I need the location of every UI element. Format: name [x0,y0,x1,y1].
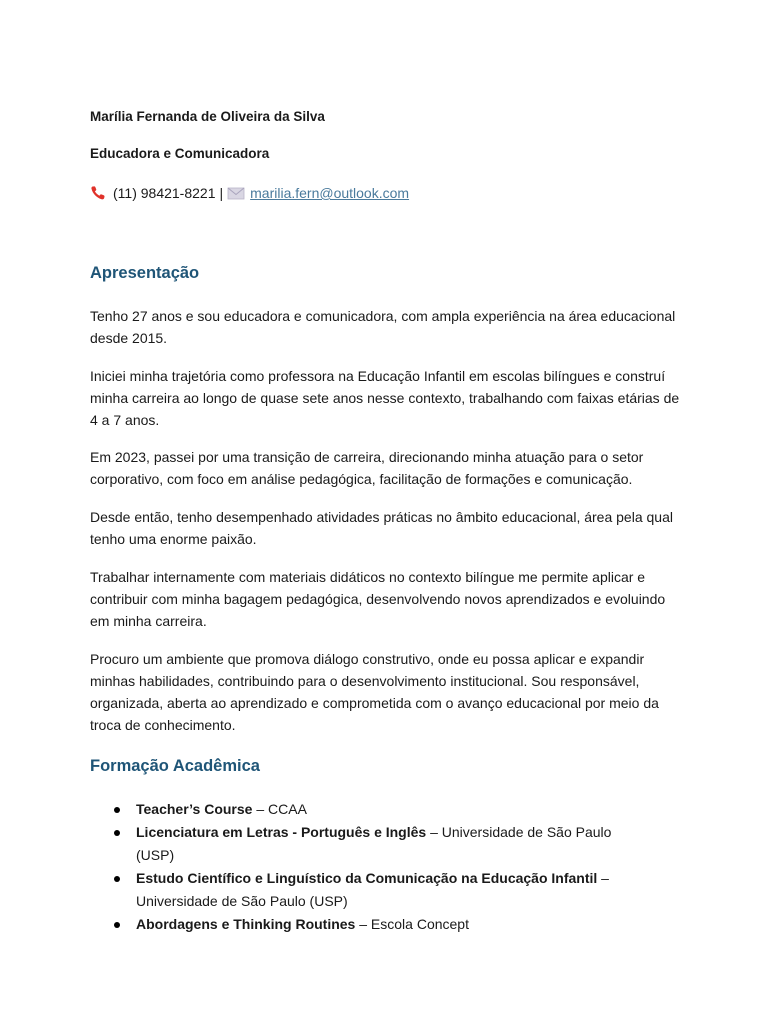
bullet-icon [114,830,120,836]
education-course: Licenciatura em Letras - Português e Inglês [136,824,427,840]
presentation-paragraph: Iniciei minha trajetória como professora na Educação Infantil em escolas bilíngues e construí minha carreira ao longo de quase sete anos nesse contexto, trabalhando com faixas etárias de 4 a 7 anos. [90,368,680,428]
phone-icon [90,185,108,201]
education-item [90,821,650,867]
bullet-icon [114,807,120,813]
presentation-paragraph: Tenho 27 anos e sou educadora e comunicadora, com ampla experiência na área educacional desde 2015. [90,308,676,346]
person-role: Educadora e Comunicadora [90,146,270,161]
education-list [90,798,650,936]
education-course: Abordagens e Thinking Routines [136,916,356,932]
presentation-paragraph: Em 2023, passei por uma transição de carreira, direcionando minha atuação para o setor corporativo, com foco em análise pedagógica, facilitação de formações e comunicação. [90,449,644,487]
education-institution: – CCAA [252,801,307,817]
education-item [90,867,650,913]
education-course: Estudo Científico e Linguístico da Comunicação na Educação Infantil [136,870,598,886]
education-item [90,798,650,821]
section-title-presentation: Apresentação [90,264,200,282]
education-course: Teacher’s Course [136,801,253,817]
education-institution: – Universidade de São Paulo (USP) [136,870,609,909]
email-link[interactable]: marilia.fern@outlook.com [250,185,410,201]
phone-number: (11) 98421-8221 [113,185,216,201]
education-institution: – Escola Concept [355,916,469,932]
presentation-paragraph: Desde então, tenho desempenhado atividades práticas no âmbito educacional, área pela qual tenho uma enorme paixão. [90,509,673,547]
envelope-icon [227,185,245,201]
person-name: Marília Fernanda de Oliveira da Silva [90,109,325,124]
education-institution: – Universidade de São Paulo (USP) [136,824,612,863]
bullet-icon [114,876,120,882]
education-item [90,913,650,936]
bullet-icon [114,922,120,928]
presentation-paragraph: Trabalhar internamente com materiais didáticos no contexto bilíngue me permite aplicar e contribuir com minha bagagem pedagógica, desenvolvendo novos aprendizados e evoluindo em minha carreira. [90,569,666,629]
contact-separator: | [219,185,224,201]
contact-line [90,185,409,201]
presentation-paragraph: Procuro um ambiente que promova diálogo construtivo, onde eu possa aplicar e expandir minhas habilidades, contribuindo para o desenvolvimento institucional. Sou responsável, organizada, aberta ao aprendizado e comprometida com o avanço educacional por meio da troca de conhecimento. [90,651,659,733]
section-title-education: Formação Acadêmica [90,757,260,775]
